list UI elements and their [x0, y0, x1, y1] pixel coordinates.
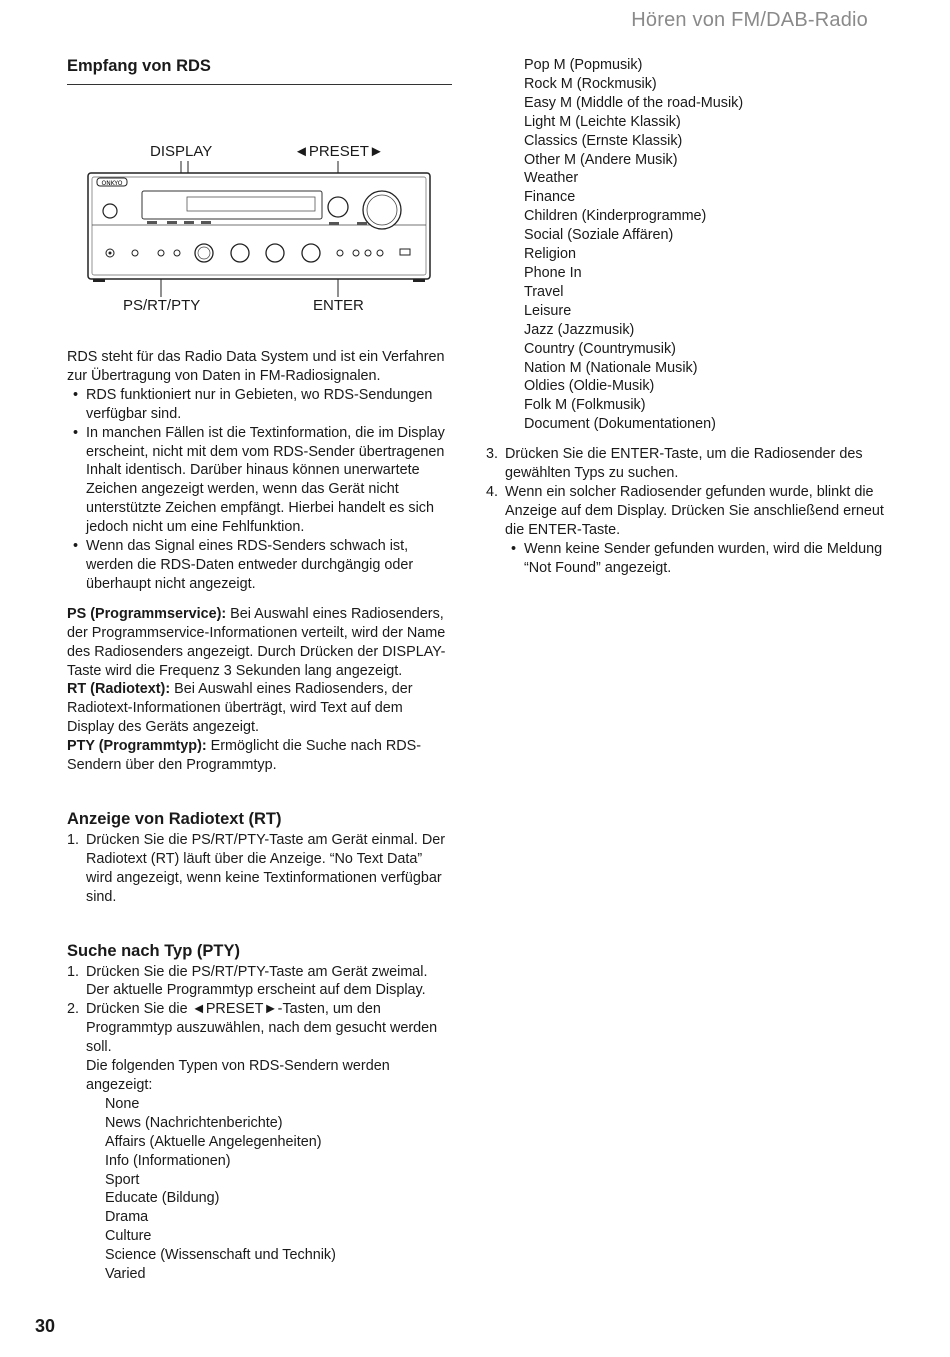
- ps-definition: [67, 605, 452, 681]
- section-heading-radiotext: Anzeige von Radiotext (RT): [67, 809, 282, 828]
- pty-type-item: Educate (Bildung): [105, 1190, 220, 1207]
- pty-type-item: Religion: [524, 246, 576, 263]
- pty-type-item: Drama: [105, 1209, 149, 1226]
- pty-types-list-left: [67, 1095, 452, 1284]
- pty-type-item: Other M (Andere Musik): [524, 151, 678, 168]
- pty-type-item: Folk M (Folkmusik): [524, 397, 646, 414]
- pty-type-item: Sport: [105, 1171, 140, 1188]
- step-number: 1.: [67, 831, 80, 848]
- display-button-callout: DISPLAY: [150, 143, 213, 160]
- pty-type-item: Easy M (Middle of the road-Musik): [524, 94, 744, 111]
- pty-step-1: [67, 963, 452, 1001]
- pty-type-item: Weather: [524, 170, 579, 187]
- section-heading-rds: Empfang von RDS: [67, 57, 211, 75]
- pty-type-item: Travel: [524, 283, 564, 300]
- pty-types-list-right: [486, 56, 886, 434]
- right-column: [486, 56, 886, 577]
- pty-type-item: Pop M (Popmusik): [524, 57, 643, 73]
- bullet-text: In manchen Fällen ist die Textinformation, die im Display erscheint, nicht mit dem vom RDS-Sender übertragenen Inhalt identisch. Darüber hinaus können unerwartete Zeichen angezeigt werden, wenn das Gerät nicht unterstützte Zeichen empfängt. Hierbei handelt es sich jedoch nicht um eine Fehlfunktion.: [86, 424, 445, 536]
- step-number: 1.: [67, 963, 80, 980]
- rds-bullet-2: • In manchen Fällen ist die Textinformation, die im Display erscheint, nicht mit dem vom RDS-Sender übertragenen Inhalt identisch. Darüber hinaus können unerwartete Zeichen angezeigt werden, wenn das Gerät nicht unterstützte Zeichen empfängt. Hierbei handelt es sich jedoch nicht um eine Fehlfunktion.: [73, 424, 445, 536]
- receiver-front-panel-diagram: [67, 85, 452, 314]
- step-text: Drücken Sie die ENTER-Taste, um die Radiosender des gewählten Typs zu suchen.: [505, 446, 863, 482]
- pty-term: PTY (Programmtyp):: [67, 738, 207, 755]
- rt-definition: [67, 680, 452, 737]
- receiver-illustration: [67, 85, 452, 297]
- pty-type-item: Culture: [105, 1228, 152, 1245]
- rt-term: RT (Radiotext):: [67, 681, 171, 698]
- ps-term: PS (Programmservice):: [67, 605, 227, 622]
- pty-type-item: Science (Wissenschaft und Technik): [105, 1247, 336, 1264]
- pty-type-item: Light M (Leichte Klassik): [524, 113, 681, 130]
- bullet-text: Wenn keine Sender gefunden wurden, wird die Meldung “Not Found” angezeigt.: [524, 540, 883, 576]
- section-heading-pty-search: Suche nach Typ (PTY): [67, 941, 240, 960]
- pty-type-item: Social (Soziale Affären): [524, 227, 674, 244]
- step-number: 3.: [486, 446, 499, 463]
- pty-step-4-bullet: • Wenn keine Sender gefunden wurden, wird die Meldung “Not Found” angezeigt.: [511, 540, 883, 576]
- brand-logo-text: ONKYO: [101, 180, 123, 187]
- step-text: Drücken Sie die PS/RT/PTY-Taste am Gerät zweimal. Der aktuelle Programmtyp erscheint auf dem Display.: [86, 963, 428, 999]
- psrtpty-button-callout: PS/RT/PTY: [123, 297, 201, 314]
- pty-type-item: Varied: [105, 1266, 146, 1283]
- pty-text: Ermöglicht die Suche nach RDS-Sendern über den Programmtyp.: [67, 738, 422, 774]
- pty-type-item: News (Nachrichtenberichte): [105, 1114, 283, 1131]
- rds-bullet-1: • RDS funktioniert nur in Gebieten, wo RDS-Sendungen verfügbar sind.: [73, 386, 433, 422]
- step-text: Wenn ein solcher Radiosender gefunden wurde, blinkt die Anzeige auf dem Display. Drücken Sie anschließend erneut die ENTER-Taste.: [505, 483, 884, 538]
- pty-type-item: Phone In: [524, 264, 582, 281]
- ps-text: Bei Auswahl eines Radiosenders, der Programmservice-Informationen verteilt, wird der Name des Radiosenders angezeigt. Durch Drücken der DISPLAY-Taste wird die Frequenz 3 Sekunden lang angezeigt.: [67, 605, 446, 679]
- pty-type-item: Affairs (Aktuelle Angelegenheiten): [105, 1133, 322, 1150]
- pty-type-item: Classics (Ernste Klassik): [524, 132, 683, 149]
- pty-type-item: Children (Kinderprogramme): [524, 208, 707, 225]
- rt-step-1: [67, 831, 452, 907]
- preset-button-callout: ◄PRESET►: [294, 143, 384, 160]
- pty-step-3: [486, 445, 886, 483]
- step-text: Die folgenden Typen von RDS-Sendern werden angezeigt:: [86, 1058, 390, 1093]
- section-rds-heading-block: [67, 56, 452, 85]
- pty-step-2: [67, 1000, 452, 1057]
- pty-type-item: Info (Informationen): [105, 1152, 231, 1169]
- page-number: 30: [35, 1316, 56, 1336]
- enter-button-callout: ENTER: [313, 297, 364, 314]
- rt-text: Bei Auswahl eines Radiosenders, der Radiotext-Informationen überträgt, wird Text auf dem Display des Geräts angezeigt.: [67, 681, 413, 736]
- bullet-text: Wenn das Signal eines RDS-Senders schwach ist, werden die RDS-Daten entweder durchgängig oder überhaupt nicht angezeigt.: [86, 538, 414, 592]
- rds-intro-text: RDS steht für das Radio Data System und ist ein Verfahren zur Übertragung von Daten in FM-Radiosignalen.: [67, 349, 445, 384]
- step-text: Drücken Sie die ◄PRESET►-Tasten, um den Programmtyp auszuwählen, nach dem gesucht werden soll.: [86, 1001, 438, 1056]
- bullet-text: RDS funktioniert nur in Gebieten, wo RDS-Sendungen verfügbar sind.: [86, 386, 433, 422]
- pty-type-item: Nation M (Nationale Musik): [524, 359, 698, 376]
- pty-step-2-sub: [67, 1057, 452, 1095]
- rds-bullet-3: • Wenn das Signal eines RDS-Senders schwach ist, werden die RDS-Daten entweder durchgängig oder überhaupt nicht angezeigt.: [73, 538, 414, 592]
- step-number: 2.: [67, 1001, 80, 1018]
- pty-type-item: Document (Dokumentationen): [524, 416, 716, 433]
- pty-type-item: Finance: [524, 189, 576, 206]
- pty-type-item: Country (Countrymusik): [524, 340, 676, 357]
- pty-type-item: Oldies (Oldie-Musik): [524, 378, 655, 395]
- pty-type-item: Rock M (Rockmusik): [524, 75, 657, 92]
- step-text: Drücken Sie die PS/RT/PTY-Taste am Gerät einmal. Der Radiotext (RT) läuft über die Anzeige. “No Text Data” wird angezeigt, wenn keine Textinformationen verfügbar sind.: [86, 831, 446, 905]
- pty-definition: [67, 737, 452, 775]
- pty-type-item: Jazz (Jazzmusik): [524, 321, 635, 338]
- page-header-title: Hören von FM/DAB-Radio: [631, 9, 868, 31]
- pty-step-4: [486, 483, 886, 540]
- pty-type-item: Leisure: [524, 302, 572, 319]
- left-column: [67, 56, 452, 1284]
- step-number: 4.: [486, 483, 499, 500]
- pty-type-item: None: [105, 1095, 140, 1112]
